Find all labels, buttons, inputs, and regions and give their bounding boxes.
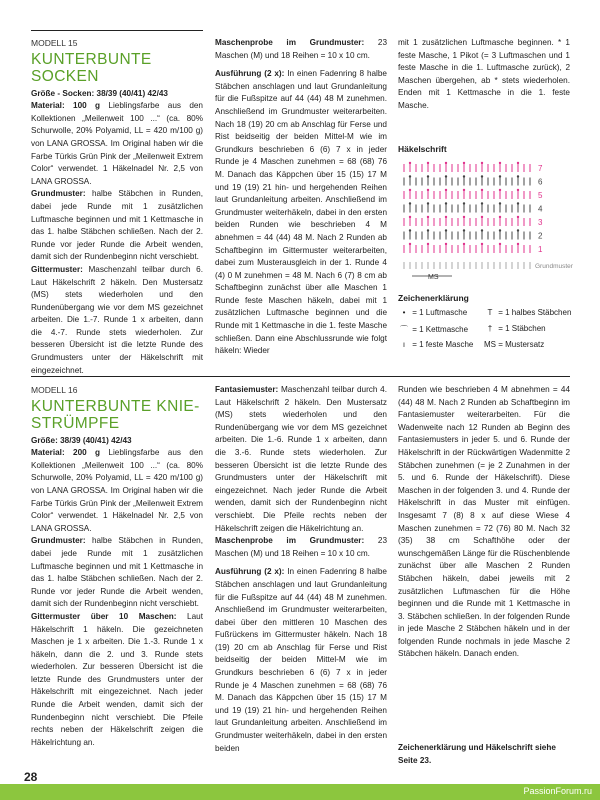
chart-chain bbox=[409, 229, 411, 231]
chart-row-numbers bbox=[538, 164, 543, 254]
chart-chain bbox=[409, 189, 411, 191]
legend-item-mustersatz: MS = Mustersatz bbox=[484, 340, 545, 349]
legend-item-staebchen: † = 1 Stäbchen bbox=[487, 324, 546, 333]
model15-column-2 bbox=[215, 37, 387, 358]
chart-chain bbox=[481, 162, 483, 164]
legend-item-feste-masche: ı = 1 feste Masche bbox=[402, 340, 474, 349]
chart-row-number: 5 bbox=[538, 191, 543, 200]
page-number: 28 bbox=[24, 770, 38, 784]
top-rule bbox=[31, 30, 203, 31]
legend-item-halbes-staebchen: T = 1 halbes Stäbchen bbox=[487, 308, 572, 317]
section-divider bbox=[31, 376, 570, 377]
model15-grundmuster: Grundmuster: halbe Stäbchen in Runden, dabei jede Runde mit 1 zusätzlichen Luftmasche beginnen und mit 1 Kettmasche in das 1. halbe Stäbchen schließen. Nach der 2. Runde vor jeder Runde die Arbeit wenden, damit sich der Rundenbeginn nicht verschiebt. bbox=[31, 189, 203, 262]
chart-chain bbox=[445, 175, 447, 177]
chart-chain bbox=[481, 229, 483, 231]
chart-row-number: 2 bbox=[538, 231, 543, 241]
model15-title: KUNTERBUNTE SOCKEN bbox=[31, 50, 152, 85]
grundmuster-label: Grundmuster bbox=[535, 263, 573, 270]
chart-chain bbox=[517, 202, 519, 204]
footer-bar bbox=[0, 784, 600, 800]
chart-chain bbox=[409, 202, 411, 204]
chart-chain bbox=[445, 189, 447, 191]
chart-chain bbox=[499, 162, 501, 164]
chart-chain bbox=[499, 216, 501, 218]
model16-column-3 bbox=[398, 384, 570, 661]
chart-chain bbox=[463, 229, 465, 231]
chart-row-number: 3 bbox=[538, 218, 543, 227]
model16-size: Größe: 38/39 (40/41) 42/43 bbox=[31, 435, 132, 445]
chart-row-number: 1 bbox=[538, 245, 543, 254]
chart-chain bbox=[463, 189, 465, 191]
model15-column-3 bbox=[398, 37, 570, 113]
chart-chain bbox=[481, 202, 483, 204]
chart-chain bbox=[499, 175, 501, 177]
model15-maschenprobe: Maschenprobe im Grundmuster: 23 Maschen (M) und 18 Reihen = 10 x 10 cm. bbox=[215, 38, 387, 60]
chart-chain bbox=[499, 229, 501, 231]
chart-chain bbox=[427, 243, 429, 245]
chart-row-number: 4 bbox=[538, 204, 543, 214]
footer-url: PassionForum.ru bbox=[523, 786, 592, 796]
chart-chain bbox=[499, 189, 501, 191]
model16-column-2 bbox=[215, 384, 387, 755]
chart-row-number: 6 bbox=[538, 177, 543, 187]
chart-chain bbox=[463, 175, 465, 177]
chart-chain bbox=[409, 216, 411, 218]
model16-grundmuster: Grundmuster: halbe Stäbchen in Runden, dabei jede Runde mit 1 zusätzlichen Luftmasche beginnen und mit 1 Kettmasche in das 1. halbe Stäbchen schließen. Nach der 2. Runde vor jeder Runde die Arbeit wenden, damit sich der Rundenbeginn nicht verschiebt. bbox=[31, 536, 203, 609]
chart-chain bbox=[445, 229, 447, 231]
chart-chain bbox=[481, 243, 483, 245]
chart-chain bbox=[427, 229, 429, 231]
model16-fantasiemuster: Fantasiemuster: Maschenzahl teilbar durch 4. Laut Häkelschrift 2 häkeln. Den Mustersatz (MS) stets wiederholen und den Rundenübergang wie vor dem MS gezeichnet arbeiten. Die 1.-6. Runde 1 x arbeiten, dann die 3.-6. Runde stets wiederholen. Zur besseren Übersicht ist die letzte Runde des Grundmusters unter der Häkelschrift mit eingezeichnet. Nach jeder Runde die Arbeit wenden, damit sich der Rundenbeginn nicht verschiebt. Die Pfeile rechts neben der Häkelschrift zeigen die Häkelrichtung an. bbox=[215, 385, 387, 533]
model16-note: Zeichenerklärung und Häkelschrift siehe Seite 23. bbox=[398, 743, 556, 765]
chart-chain bbox=[445, 162, 447, 164]
chart-chain bbox=[427, 216, 429, 218]
chart-chain bbox=[517, 175, 519, 177]
chart-chain bbox=[517, 216, 519, 218]
chart-chain bbox=[409, 243, 411, 245]
chart-chain bbox=[445, 243, 447, 245]
chart-chain bbox=[499, 243, 501, 245]
model15-label: MODELL 15 bbox=[31, 38, 78, 48]
chart-chain bbox=[481, 175, 483, 177]
chart-chain bbox=[463, 243, 465, 245]
model15-continuation: mit 1 zusätzlichen Luftmasche beginnen. * 1 feste Masche, 1 Pikot (= 3 Luftmaschen und 1 feste Masche in die 1. Luftmasche zurück), 2 Maschen übergehen, ab * stets wiederholen. Enden mit 1 Kettmasche in die 1. feste Masche. bbox=[398, 38, 570, 110]
chart-chain bbox=[409, 175, 411, 177]
chart-chain bbox=[427, 175, 429, 177]
model16-material: Material: 200 g Lieblingsfarbe aus den Kollektionen „Meilenweit 100 ...“ (ca. 80% Schurwolle, 20% Polyamid, LL = 420 m/100 g) von LANA GROSSA. Im Original haben wir die Farbe Türkis Grün Pink der „Meilenweit Extrem Color“ verwendet. 1 Häkelnadel Nr. 2,5 von LANA GROSSA. bbox=[31, 448, 203, 533]
chart-chain bbox=[445, 202, 447, 204]
legend-title: Zeichenerklärung bbox=[398, 293, 469, 303]
model15-size: Größe - Socken: 38/39 (40/41) 42/43 bbox=[31, 88, 168, 98]
legend-item-kettmasche: ⌒ = 1 Kettmasche bbox=[400, 325, 469, 334]
model15-ausfuehrung: Ausführung (2 x): In einen Fadenring 8 halbe Stäbchen anschlagen und laut Grundanleitung für die Fußspitze auf 44 (44) 48 M zunehmen. Anschließend im Grundmuster weiterarbeiten. Nach 18 (19) 20 cm ab Anschlag für Ferse und Rist beidseitig der beiden Mittel-M wie im Grundkurs beschrieben 6 (6) 7 x in jeder Runde je 4 Maschen zunehmen = 68 (68) 76 M. Danach das Käppchen über 15 (15) 17 M und 19 (19) 21 hin- und hergehenden Reihen laut Grundanleitung arbeiten. Anschließend im Grundmuster weiterhäkeln, dabei in den ersten beiden Runden wie beschrieben 4 M abnehmen = 44 (44) 48 M. Nach 2 Runden ab Schaftbeginn im Gittermuster weiterarbeiten, dabei zum Musterausgleich in der 1. Runde 4 (4) 0 M zunehmen = 48 M. Nach 6 (7) 8 cm ab Schaftbeginn zunächst über alle Maschen 1 Runde feste Maschen häkeln, dabei mit 1 zusätzlichen Luftmasche beginnen und die Runde mit 1 Kettmasche in die 1. feste Masche schließen. Dann eine Abschlussrunde wie folgt häkeln: Wieder bbox=[215, 69, 387, 356]
ms-label: MS bbox=[428, 274, 439, 280]
chart-chain bbox=[517, 162, 519, 164]
chart-chain bbox=[463, 202, 465, 204]
chart-chain bbox=[427, 162, 429, 164]
model15-column-1 bbox=[31, 37, 203, 377]
chart-title: Häkelschrift bbox=[398, 144, 447, 154]
chart-row-number: 7 bbox=[538, 164, 543, 173]
chart-chain bbox=[463, 216, 465, 218]
chart-chain bbox=[481, 189, 483, 191]
legend-item-luftmasche: • = 1 Luftmasche bbox=[402, 308, 468, 317]
model16-maschenprobe: Maschenprobe im Grundmuster: 23 Maschen (M) und 18 Reihen = 10 x 10 cm. bbox=[215, 536, 387, 558]
model16-title: KUNTERBUNTE KNIE- STRÜMPFE bbox=[31, 397, 200, 432]
chart-chain bbox=[499, 202, 501, 204]
chart-chain bbox=[445, 216, 447, 218]
chart-rows bbox=[404, 162, 530, 269]
chart-chain bbox=[481, 216, 483, 218]
chart-chain bbox=[427, 202, 429, 204]
model16-label: MODELL 16 bbox=[31, 385, 78, 395]
model16-column-1 bbox=[31, 384, 203, 749]
chart-chain bbox=[463, 162, 465, 164]
chart-chain bbox=[517, 189, 519, 191]
model16-gittermuster: Gittermuster über 10 Maschen: Laut Häkelschrift 1 häkeln. Die gezeichneten Maschen je 1 x arbeiten. Die 1.-3. Runde 1 x häkeln, dann die 2. und 3. Runde stets wiederholen. Zur besseren Übersicht ist die letzte Runde des Grundmusters unter der Häkelschrift mit eingezeichnet. Nach jeder Runde die Arbeit wenden, damit sich der Rundenbeginn nicht verschiebt. Die Pfeile rechts neben der Häkelschrift zeigen die Häkelrichtung an. bbox=[31, 611, 203, 747]
model16-ausfuehrung: Ausführung (2 x): In einen Fadenring 8 halbe Stäbchen anschlagen und laut Grundanleitung für die Fußspitze auf 44 (44) 48 M zunehmen. Anschließend im Grundmuster weiterarbeiten, dabei über den mittleren 10 Maschen des Fußrückens im Gittermuster häkeln. Nach 18 (19) 20 cm ab Anschlag für Ferse und Rist beidseitig der beiden Mittel-M wie im Grundkurs beschrieben 6 (6) 7 x in jeder Runde je 4 Maschen zunehmen = 68 (68) 76 M. Danach das Käppchen über 15 (15) 17 M und 19 (19) 21 hin- und hergehenden Reihen laut Grundanleitung arbeiten. Anschließend im Grundmuster weiterhäkeln, dabei in den ersten beiden bbox=[215, 567, 387, 753]
crochet-chart bbox=[398, 160, 573, 280]
chart-chain bbox=[517, 229, 519, 231]
chart-chain bbox=[517, 243, 519, 245]
chart-chain bbox=[427, 189, 429, 191]
model15-material: Material: 100 g Lieblingsfarbe aus den Kollektionen „Meilenweit 100 ...“ (ca. 80% Schurwolle, 20% Polyamid, LL = 420 m/100 g) von LANA GROSSA. Im Original haben wir die Farbe Türkis Grün Pink der „Meilenweit Extrem Color“ verwendet. 1 Häkelnadel Nr. 2,5 von LANA GROSSA. bbox=[31, 101, 203, 186]
model15-gittermuster: Gittermuster: Maschenzahl teilbar durch 6. Laut Häkelschrift 2 häkeln. Den Mustersatz (MS) stets wiederholen und den Rundenübergang wie vor dem MS gezeichnet arbeiten. Die 1.-7. Runde 1 x arbeiten, dann die 4.-7. Runde stets wiederholen. Zur besseren Übersicht ist die letzte Runde des Grundmusters unter der Häkelschrift mit eingezeichnet. bbox=[31, 264, 203, 375]
chart-chain bbox=[409, 162, 411, 164]
model16-continuation: Runden wie beschrieben 4 M abnehmen = 44 (44) 48 M. Nach 2 Runden ab Schaftbeginn im Fantasiemuster weiterarbeiten. Für die Wadenweite nach 12 Runden ab Beginn des Fantasiemusters in jeder 5. und 6. Runde der Häkelschrift in der Rückwärtigen Wadenmitte 2 Stäbchen zunehmen (= je 2 Zunahmen in der 5. und 6. Runde der Häkelschrift). Diese Maschen in der folgenden 3. und 4. Runde der Häkelschrift in das Muster mit einfügen. Insgesamt 7 (8) 8 x auf diese Wiese 4 Maschen zunehmen = 72 (76) 80 M. Nach 32 (35) 38 cm Schafthöhe oder der wunschgemäßen Länge für die Rüschenblende zunächst über alle Maschen 2 Runden Stäbchen häkeln, dabei jeweils mit 2 zusätzlichen Luftmaschen für die Höhe beginnen und die Runde mit 1 Kettmasche in 3. Stäbchen schließen. In der folgenden Runde in jede Masche 2 Stäbchen häkeln und in der folgenden Runde nochmals in jede Masche 2 Stäbchen häkeln. Danach enden. bbox=[398, 385, 570, 659]
